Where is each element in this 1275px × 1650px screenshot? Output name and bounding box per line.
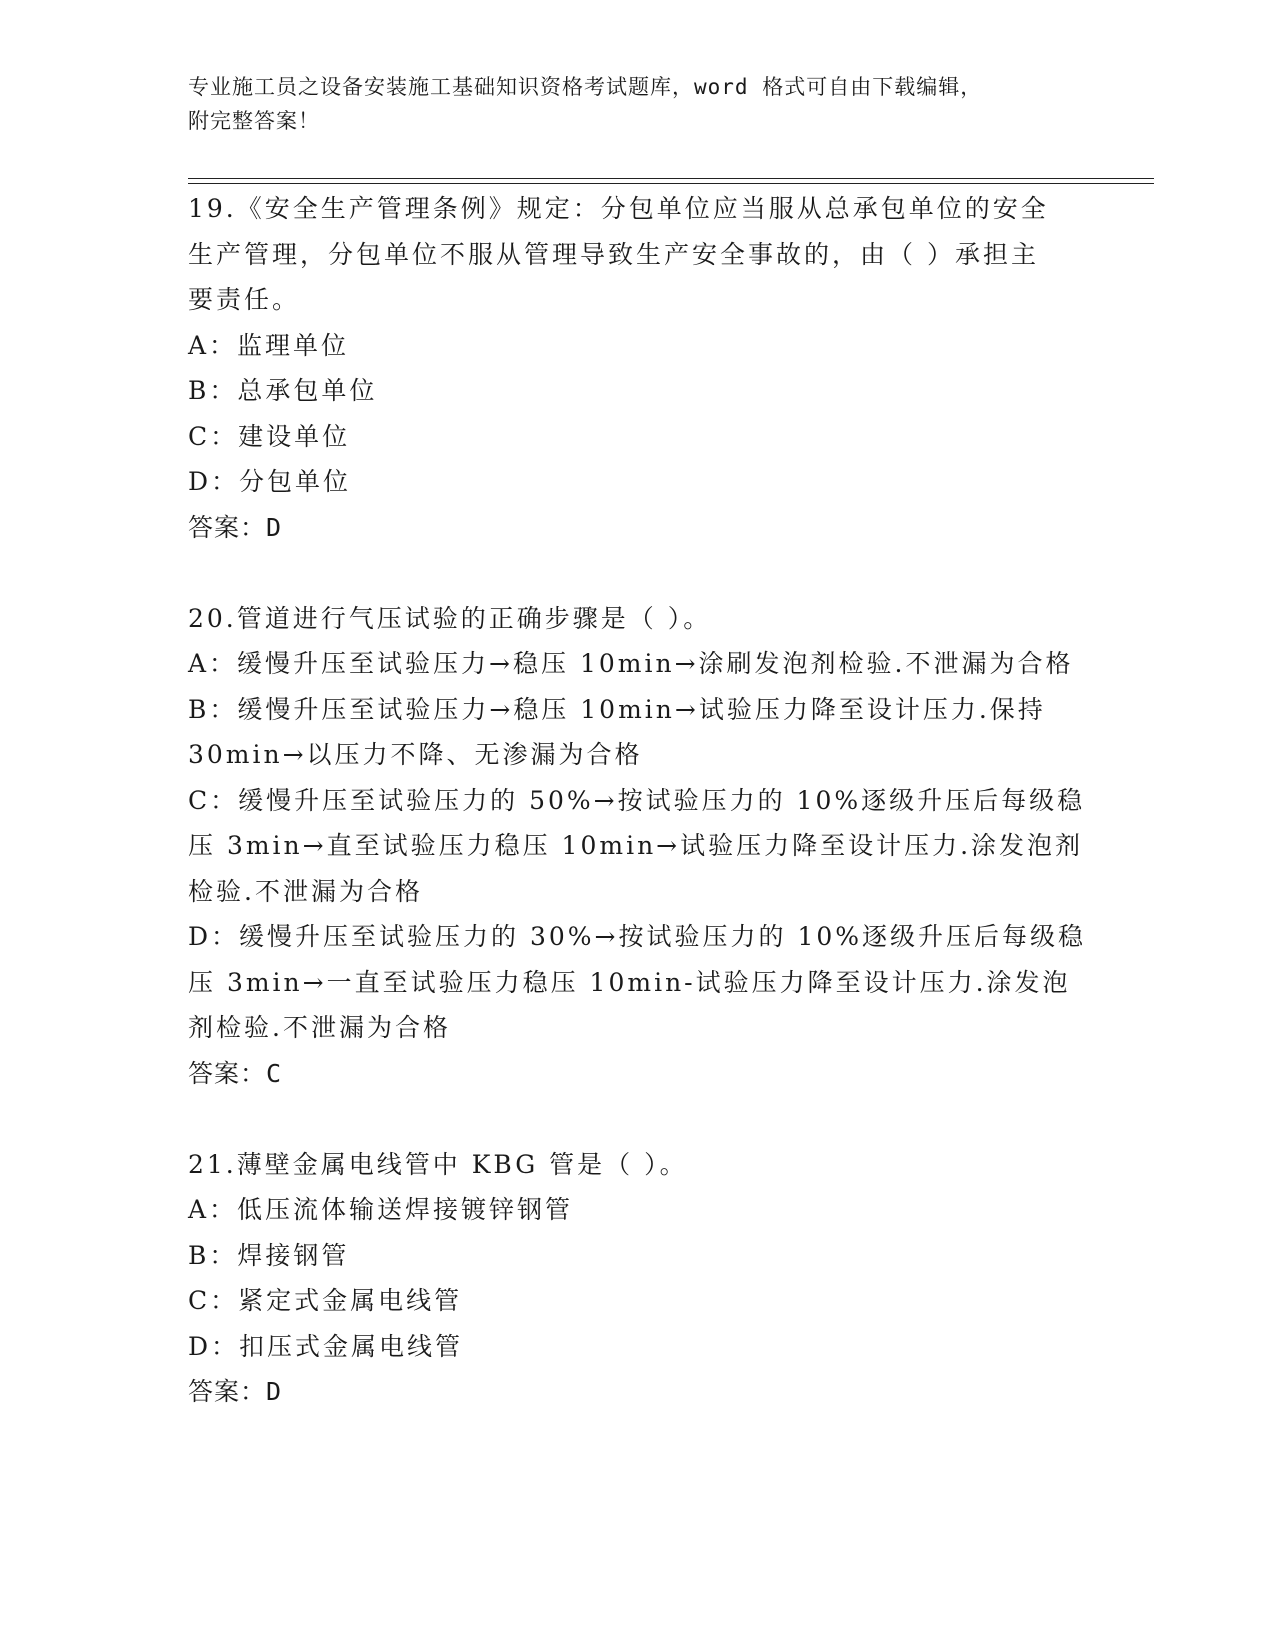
header-line: 附完整答案！: [188, 109, 320, 133]
header-divider: [188, 183, 1154, 184]
option-c-continued: 检验.不泄漏为合格: [188, 876, 423, 906]
option-b: B：总承包单位: [188, 376, 378, 405]
question-21: [188, 1142, 1088, 1415]
option-b-continued: 30min→以压力不降、无渗漏为合格: [188, 740, 643, 769]
option-b: B：缓慢升压至试验压力→稳压 10min→试验压力降至设计压力.保持: [188, 694, 1046, 724]
question-19: [188, 186, 1088, 550]
answer-label: 答案：D: [188, 1377, 283, 1406]
question-stem: 要责任。: [188, 285, 301, 314]
option-a: A：低压流体输送焊接镀锌钢管: [188, 1195, 574, 1224]
option-c: C：建设单位: [188, 421, 351, 451]
option-a: A：缓慢升压至试验压力→稳压 10min→涂刷发泡剂检验.不泄漏为合格: [188, 649, 1074, 678]
question-stem: 生产管理，分包单位不服从管理导致生产安全事故的，由（ ）承担主: [188, 239, 1039, 269]
option-b: B：焊接钢管: [188, 1240, 350, 1270]
option-c-continued: 压 3min→直至试验压力稳压 10min→试验压力降至设计压力.涂发泡剂: [188, 831, 1084, 860]
option-d: D：缓慢升压至试验压力的 30%→按试验压力的 10%逐级升压后每级稳: [188, 922, 1087, 951]
header-divider: [188, 178, 1154, 179]
answer-label: 答案：D: [188, 512, 283, 542]
option-d-continued: 压 3min→一直至试验压力稳压 10min-试验压力降至设计压力.涂发泡: [188, 967, 1071, 997]
question-stem: 19.《安全生产管理条例》规定：分包单位应当服从总承包单位的安全: [188, 194, 1049, 223]
question-list: [188, 186, 1088, 1460]
question-stem: 21.薄壁金属电线管中 KBG 管是（ ）。: [188, 1149, 688, 1179]
option-d: D：分包单位: [188, 467, 352, 496]
option-c: C：缓慢升压至试验压力的 50%→按试验压力的 10%逐级升压后每级稳: [188, 785, 1086, 815]
option-d-continued: 剂检验.不泄漏为合格: [188, 1013, 451, 1042]
question-20: [188, 596, 1088, 1097]
header-line: 专业施工员之设备安装施工基础知识资格考试题库，word 格式可自由下载编辑，: [188, 75, 983, 99]
option-d: D：扣压式金属电线管: [188, 1331, 464, 1361]
question-stem: 20.管道进行气压试验的正确步骤是（ ）。: [188, 603, 712, 633]
answer-label: 答案：C: [188, 1058, 283, 1088]
option-c: C：紧定式金属电线管: [188, 1286, 463, 1315]
option-a: A：监理单位: [188, 330, 350, 360]
document-header: [188, 70, 1088, 138]
